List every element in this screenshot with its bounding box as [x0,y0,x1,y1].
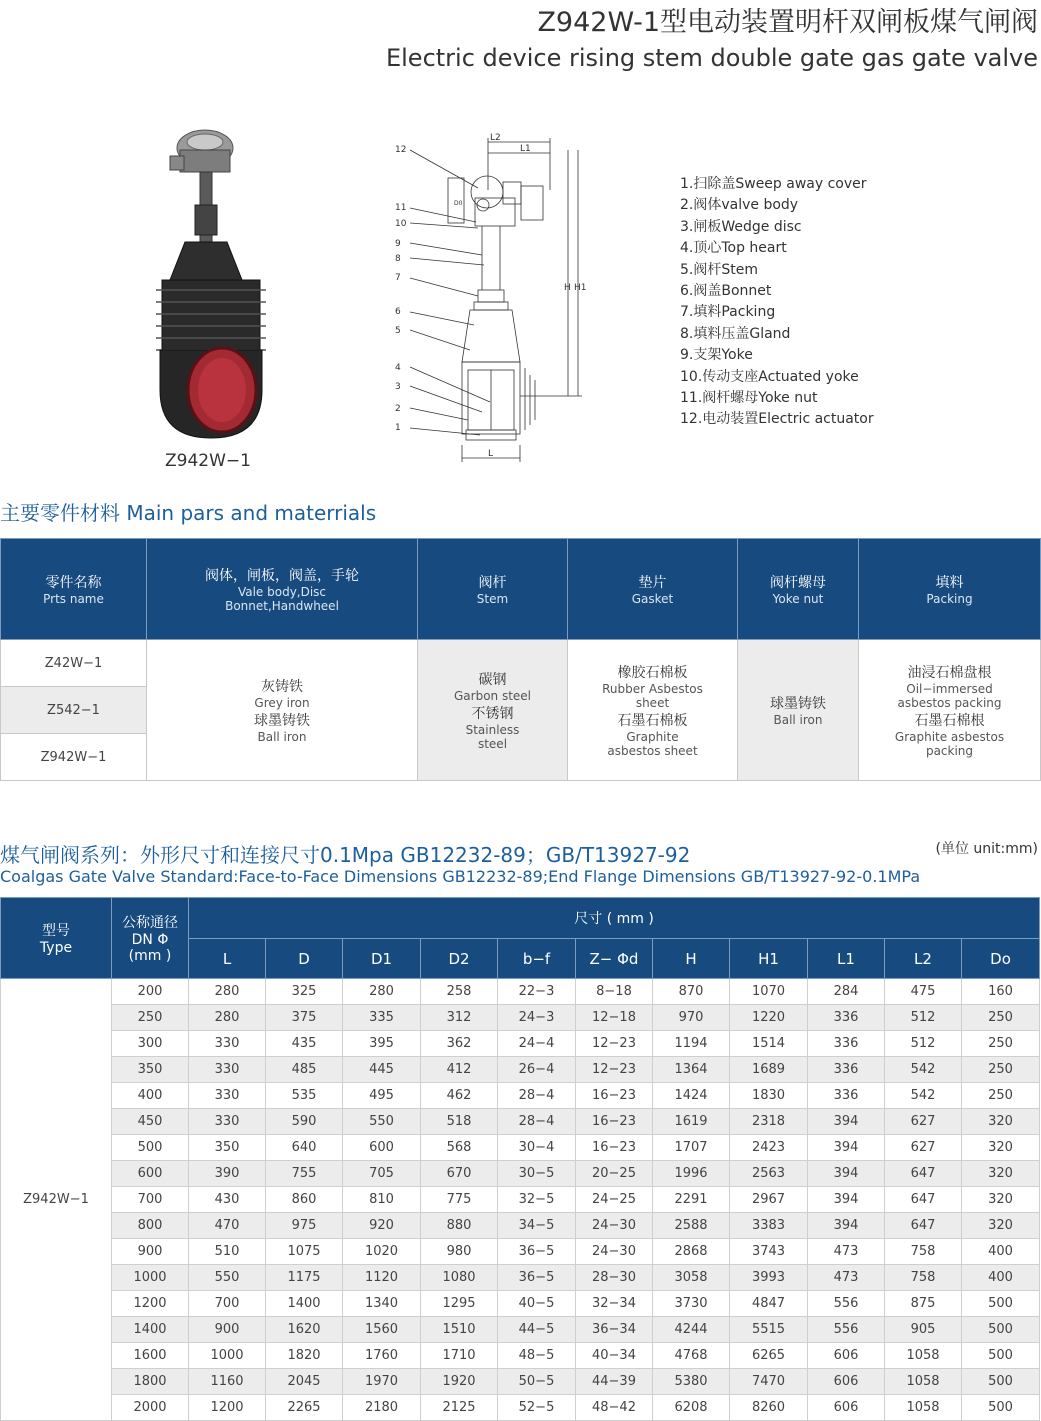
table-cell: 1800 [112,1369,189,1395]
table-cell: 500 [962,1395,1040,1421]
table-cell: 1058 [885,1395,962,1421]
table-cell: 900 [112,1239,189,1265]
table-cell: 330 [189,1031,266,1057]
table-cell: 3058 [653,1265,730,1291]
table-cell: 40−5 [498,1291,576,1317]
table-cell: 2318 [730,1109,808,1135]
parts-list-item: 2.阀体valve body [680,197,799,214]
table-cell: 20−25 [576,1161,653,1187]
table-cell: 1820 [266,1343,343,1369]
header-part-name: 零件名称 Prts name [1,539,147,640]
table-cell: 1689 [730,1057,808,1083]
table-cell: 320 [962,1135,1040,1161]
table-cell: 606 [808,1343,885,1369]
table-cell: 3743 [730,1239,808,1265]
parts-list-item: 4.顶心Top heart [680,240,787,257]
table-cell: 394 [808,1161,885,1187]
table-cell: 400 [962,1265,1040,1291]
table-cell: 52−5 [498,1395,576,1421]
table-cell: 250 [112,1005,189,1031]
table-cell: 1970 [343,1369,421,1395]
table-cell: 755 [266,1161,343,1187]
dimensions-title-en: Coalgas Gate Valve Standard:Face-to-Face Dimensions GB12232-89;End Flange Dimensions GB/T13927-92-0.1MPa [0,867,921,886]
gasket-material-cell: 橡胶石棉板 Rubber Asbestos sheet 石墨石棉板 Graphite asbestos sheet [568,640,738,781]
valve-diagram [390,130,585,465]
table-cell: 330 [189,1057,266,1083]
table-cell: 500 [112,1135,189,1161]
parts-list-item: 7.填料Packing [680,304,776,321]
table-cell: 1920 [421,1369,498,1395]
table-cell: 34−5 [498,1213,576,1239]
table-cell: 24−30 [576,1213,653,1239]
table-cell: 200 [112,979,189,1005]
table-cell: 860 [266,1187,343,1213]
table-cell: 542 [885,1057,962,1083]
column-header: H1 [730,939,808,979]
dimensions-table [0,897,1040,1421]
table-cell: 1020 [343,1239,421,1265]
table-cell: 550 [189,1265,266,1291]
parts-list-item: 9.支架Yoke [680,347,753,364]
table-cell: 5380 [653,1369,730,1395]
table-cell: 280 [189,1005,266,1031]
table-row [1,1135,1040,1161]
table-cell: 4768 [653,1343,730,1369]
table-cell: 40−34 [576,1343,653,1369]
table-cell: 700 [112,1187,189,1213]
table-cell: 512 [885,1005,962,1031]
dim-label-l2: L2 [490,133,501,143]
table-row [1,1187,1040,1213]
table-cell: 3993 [730,1265,808,1291]
table-row [1,1395,1040,1421]
column-header: D2 [421,939,498,979]
column-header: b−f [498,939,576,979]
table-cell: 1514 [730,1031,808,1057]
table-cell: 350 [189,1135,266,1161]
header-type: 型号 Type [1,898,112,979]
diagram-label: 3 [395,382,401,392]
table-cell: 336 [808,1057,885,1083]
table-row [1,1343,1040,1369]
diagram-label: 10 [395,219,407,229]
table-cell: 16−23 [576,1083,653,1109]
materials-table [0,538,1041,781]
table-cell: 312 [421,1005,498,1031]
table-cell: 394 [808,1187,885,1213]
body-material-cell: 灰铸铁 Grey iron 球墨铸铁 Ball iron [147,640,418,781]
header-packing: 填料 Packing [859,539,1041,640]
table-row [1,1213,1040,1239]
yoke-nut-material-cell: 球墨铸铁 Ball iron [738,640,859,781]
table-cell: 495 [343,1083,421,1109]
table-cell: 647 [885,1161,962,1187]
valve-photo [150,120,280,440]
header-yoke-nut: 阀杆螺母 Yoke nut [738,539,859,640]
table-cell: 920 [343,1213,421,1239]
type-cell: Z42W−1 [1,640,147,687]
column-header: Do [962,939,1040,979]
table-cell: 2868 [653,1239,730,1265]
table-cell: 670 [421,1161,498,1187]
dimensions-title-cn: 煤气闸阀系列：外形尺寸和连接尺寸0.1Mpa GB12232-89；GB/T13927-92 [0,843,691,867]
diagram-label: 11 [395,203,407,213]
table-cell: 640 [266,1135,343,1161]
dim-label-l1: L1 [520,144,531,154]
diagram-label: 1 [395,423,401,433]
diagram-label: 6 [395,307,401,317]
table-cell: 535 [266,1083,343,1109]
table-cell: 44−39 [576,1369,653,1395]
table-cell: 606 [808,1395,885,1421]
table-cell: 1075 [266,1239,343,1265]
parts-list [680,174,874,431]
table-cell: 1058 [885,1369,962,1395]
table-cell: 394 [808,1213,885,1239]
parts-list-item: 8.填料压盖Gland [680,325,791,342]
table-cell: 1707 [653,1135,730,1161]
header-dn: 公称通径 DN Φ (mm ) [112,898,189,979]
table-cell: 48−5 [498,1343,576,1369]
table-cell: 2000 [112,1395,189,1421]
diagram-label: 12 [395,145,407,155]
table-cell: 394 [808,1135,885,1161]
unit-label: (单位 unit:mm) [935,841,1038,857]
table-cell: 435 [266,1031,343,1057]
table-cell: 16−23 [576,1109,653,1135]
table-cell: 1619 [653,1109,730,1135]
table-cell: 32−34 [576,1291,653,1317]
table-cell: 280 [343,979,421,1005]
table-cell: 556 [808,1291,885,1317]
table-cell: 8−18 [576,979,653,1005]
table-cell: 1996 [653,1161,730,1187]
parts-list-item: 5.阀杆Stem [680,261,758,278]
table-cell: 30−4 [498,1135,576,1161]
diagram-label: 4 [395,363,401,373]
table-cell: 775 [421,1187,498,1213]
table-cell: 250 [962,1005,1040,1031]
dim-label-h: H [564,283,571,293]
table-cell: 445 [343,1057,421,1083]
column-header: L1 [808,939,885,979]
table-cell: 2265 [266,1395,343,1421]
table-cell: 500 [962,1343,1040,1369]
diagram-label: 9 [395,239,401,249]
table-cell: 1070 [730,979,808,1005]
table-cell: 485 [266,1057,343,1083]
table-cell: 1340 [343,1291,421,1317]
table-cell: 300 [112,1031,189,1057]
table-cell: 2967 [730,1187,808,1213]
table-cell: 330 [189,1083,266,1109]
table-cell: 473 [808,1265,885,1291]
table-cell: 36−34 [576,1317,653,1343]
parts-list-item: 12.电动装置Electric actuator [680,411,874,428]
table-cell: 28−4 [498,1109,576,1135]
table-cell: 250 [962,1083,1040,1109]
table-cell: 980 [421,1239,498,1265]
table-cell: 1400 [112,1317,189,1343]
dim-label-l: L [488,449,494,459]
table-cell: 462 [421,1083,498,1109]
table-cell: 2423 [730,1135,808,1161]
table-cell: 900 [189,1317,266,1343]
table-cell: 8260 [730,1395,808,1421]
table-cell: 1830 [730,1083,808,1109]
table-cell: 24−4 [498,1031,576,1057]
materials-section-title: 主要零件材料 Main pars and materrials [0,501,377,525]
table-cell: 50−5 [498,1369,576,1395]
table-cell: 4244 [653,1317,730,1343]
table-cell: 1560 [343,1317,421,1343]
table-cell: 1160 [189,1369,266,1395]
table-cell: 30−5 [498,1161,576,1187]
table-row [1,1291,1040,1317]
table-cell: 12−23 [576,1031,653,1057]
column-header: L2 [885,939,962,979]
table-cell: 320 [962,1109,1040,1135]
table-row [1,979,1040,1005]
table-row [1,1239,1040,1265]
table-cell: 258 [421,979,498,1005]
header-gasket: 垫片 Gasket [568,539,738,640]
type-cell: Z942W−1 [1,979,112,1421]
table-cell: 336 [808,1083,885,1109]
table-cell: 875 [885,1291,962,1317]
table-cell: 1364 [653,1057,730,1083]
table-cell: 475 [885,979,962,1005]
table-cell: 395 [343,1031,421,1057]
table-row [1,1109,1040,1135]
table-cell: 450 [112,1109,189,1135]
table-cell: 44−5 [498,1317,576,1343]
parts-list-item: 6.阀盖Bonnet [680,283,772,300]
table-cell: 1120 [343,1265,421,1291]
table-cell: 550 [343,1109,421,1135]
type-cell: Z542−1 [1,687,147,734]
table-cell: 330 [189,1109,266,1135]
table-cell: 250 [962,1031,1040,1057]
table-row [1,1265,1040,1291]
table-cell: 394 [808,1109,885,1135]
table-cell: 320 [962,1187,1040,1213]
table-row [1,1083,1040,1109]
table-cell: 758 [885,1239,962,1265]
table-row [1,1057,1040,1083]
table-cell: 7470 [730,1369,808,1395]
table-cell: 542 [885,1083,962,1109]
table-cell: 335 [343,1005,421,1031]
photo-caption: Z942W−1 [165,451,251,471]
table-cell: 1760 [343,1343,421,1369]
table-cell: 336 [808,1005,885,1031]
table-cell: 600 [112,1161,189,1187]
table-cell: 500 [962,1291,1040,1317]
table-cell: 12−18 [576,1005,653,1031]
stem-material-cell: 碳钢 Garbon steel 不锈钢 Stainless steel [418,640,568,781]
table-cell: 1080 [421,1265,498,1291]
table-cell: 430 [189,1187,266,1213]
parts-list-item: 3.闸板Wedge disc [680,218,802,235]
table-cell: 606 [808,1369,885,1395]
column-header: H [653,939,730,979]
table-cell: 647 [885,1187,962,1213]
table-cell: 1200 [112,1291,189,1317]
column-header: Z− Φd [576,939,653,979]
table-cell: 500 [962,1317,1040,1343]
table-cell: 970 [653,1005,730,1031]
table-cell: 375 [266,1005,343,1031]
table-cell: 36−5 [498,1265,576,1291]
table-cell: 4847 [730,1291,808,1317]
packing-material-cell: 油浸石棉盘根 Oil−immersed asbestos packing 石墨石棉根 Graphite asbestos packing [859,640,1041,781]
table-cell: 600 [343,1135,421,1161]
table-cell: 2045 [266,1369,343,1395]
table-cell: 1710 [421,1343,498,1369]
table-cell: 2588 [653,1213,730,1239]
table-cell: 350 [112,1057,189,1083]
table-cell: 518 [421,1109,498,1135]
table-cell: 362 [421,1031,498,1057]
table-cell: 1058 [885,1343,962,1369]
table-cell: 48−42 [576,1395,653,1421]
table-cell: 510 [189,1239,266,1265]
table-cell: 3730 [653,1291,730,1317]
table-cell: 870 [653,979,730,1005]
table-cell: 1510 [421,1317,498,1343]
table-cell: 1295 [421,1291,498,1317]
parts-list-item: 11.阀杆螺母Yoke nut [680,390,818,407]
type-cell: Z942W−1 [1,734,147,781]
table-row [1,1161,1040,1187]
table-cell: 160 [962,979,1040,1005]
parts-list-item: 1.扫除盖Sweep away cover [680,176,867,192]
table-cell: 758 [885,1265,962,1291]
column-header: L [189,939,266,979]
table-cell: 647 [885,1213,962,1239]
table-cell: 5515 [730,1317,808,1343]
diagram-label: 2 [395,404,401,414]
dim-label-h1: H1 [574,283,587,293]
table-cell: 2291 [653,1187,730,1213]
diagram-label: 8 [395,254,401,264]
diagram-label: 7 [395,273,401,283]
table-cell: 24−3 [498,1005,576,1031]
table-cell: 24−30 [576,1239,653,1265]
table-row [1,1369,1040,1395]
table-cell: 1220 [730,1005,808,1031]
table-row [1,1317,1040,1343]
table-cell: 705 [343,1161,421,1187]
table-cell: 6208 [653,1395,730,1421]
dim-label-do: D0 [454,200,463,207]
table-row [1,1031,1040,1057]
table-cell: 400 [112,1083,189,1109]
table-cell: 320 [962,1161,1040,1187]
table-cell: 1200 [189,1395,266,1421]
table-cell: 1000 [189,1343,266,1369]
table-cell: 627 [885,1135,962,1161]
materials-header-row [1,539,1041,640]
table-cell: 280 [189,979,266,1005]
page-title-en: Electric device rising stem double gate gas gate valve [385,44,1038,72]
page-title-cn: Z942W-1型电动装置明杆双闸板煤气闸阀 [537,7,1038,38]
table-cell: 590 [266,1109,343,1135]
table-cell: 2125 [421,1395,498,1421]
table-cell: 1400 [266,1291,343,1317]
table-cell: 905 [885,1317,962,1343]
table-cell: 1424 [653,1083,730,1109]
table-cell: 1600 [112,1343,189,1369]
table-cell: 28−30 [576,1265,653,1291]
table-cell: 320 [962,1213,1040,1239]
table-cell: 26−4 [498,1057,576,1083]
parts-list-item: 10.传动支座Actuated yoke [680,368,859,385]
electric-actuator-icon [170,130,233,172]
table-cell: 470 [189,1213,266,1239]
table-cell: 32−5 [498,1187,576,1213]
header-stem: 阀杆 Stem [418,539,568,640]
table-cell: 24−25 [576,1187,653,1213]
table-row [1,1005,1040,1031]
table-cell: 28−4 [498,1083,576,1109]
table-cell: 1175 [266,1265,343,1291]
table-cell: 16−23 [576,1135,653,1161]
header-size: 尺寸 ( mm ) [189,898,1040,939]
table-cell: 336 [808,1031,885,1057]
table-cell: 627 [885,1109,962,1135]
table-cell: 880 [421,1213,498,1239]
column-header: D [266,939,343,979]
table-cell: 810 [343,1187,421,1213]
table-cell: 3383 [730,1213,808,1239]
table-cell: 325 [266,979,343,1005]
table-cell: 390 [189,1161,266,1187]
table-cell: 1000 [112,1265,189,1291]
table-cell: 36−5 [498,1239,576,1265]
table-cell: 568 [421,1135,498,1161]
table-cell: 12−23 [576,1057,653,1083]
table-cell: 6265 [730,1343,808,1369]
table-cell: 473 [808,1239,885,1265]
table-cell: 500 [962,1369,1040,1395]
table-cell: 400 [962,1239,1040,1265]
table-cell: 1620 [266,1317,343,1343]
table-cell: 512 [885,1031,962,1057]
table-cell: 412 [421,1057,498,1083]
table-cell: 250 [962,1057,1040,1083]
table-cell: 284 [808,979,885,1005]
table-cell: 22−3 [498,979,576,1005]
table-row [1,640,1041,687]
table-cell: 556 [808,1317,885,1343]
table-cell: 2180 [343,1395,421,1421]
table-cell: 700 [189,1291,266,1317]
column-header: D1 [343,939,421,979]
table-cell: 800 [112,1213,189,1239]
diagram-label: 5 [395,326,401,336]
table-cell: 1194 [653,1031,730,1057]
header-body: 阀体，闸板，阀盖，手轮 Vale body,Disc Bonnet,Handwheel [147,539,418,640]
table-cell: 2563 [730,1161,808,1187]
table-cell: 975 [266,1213,343,1239]
